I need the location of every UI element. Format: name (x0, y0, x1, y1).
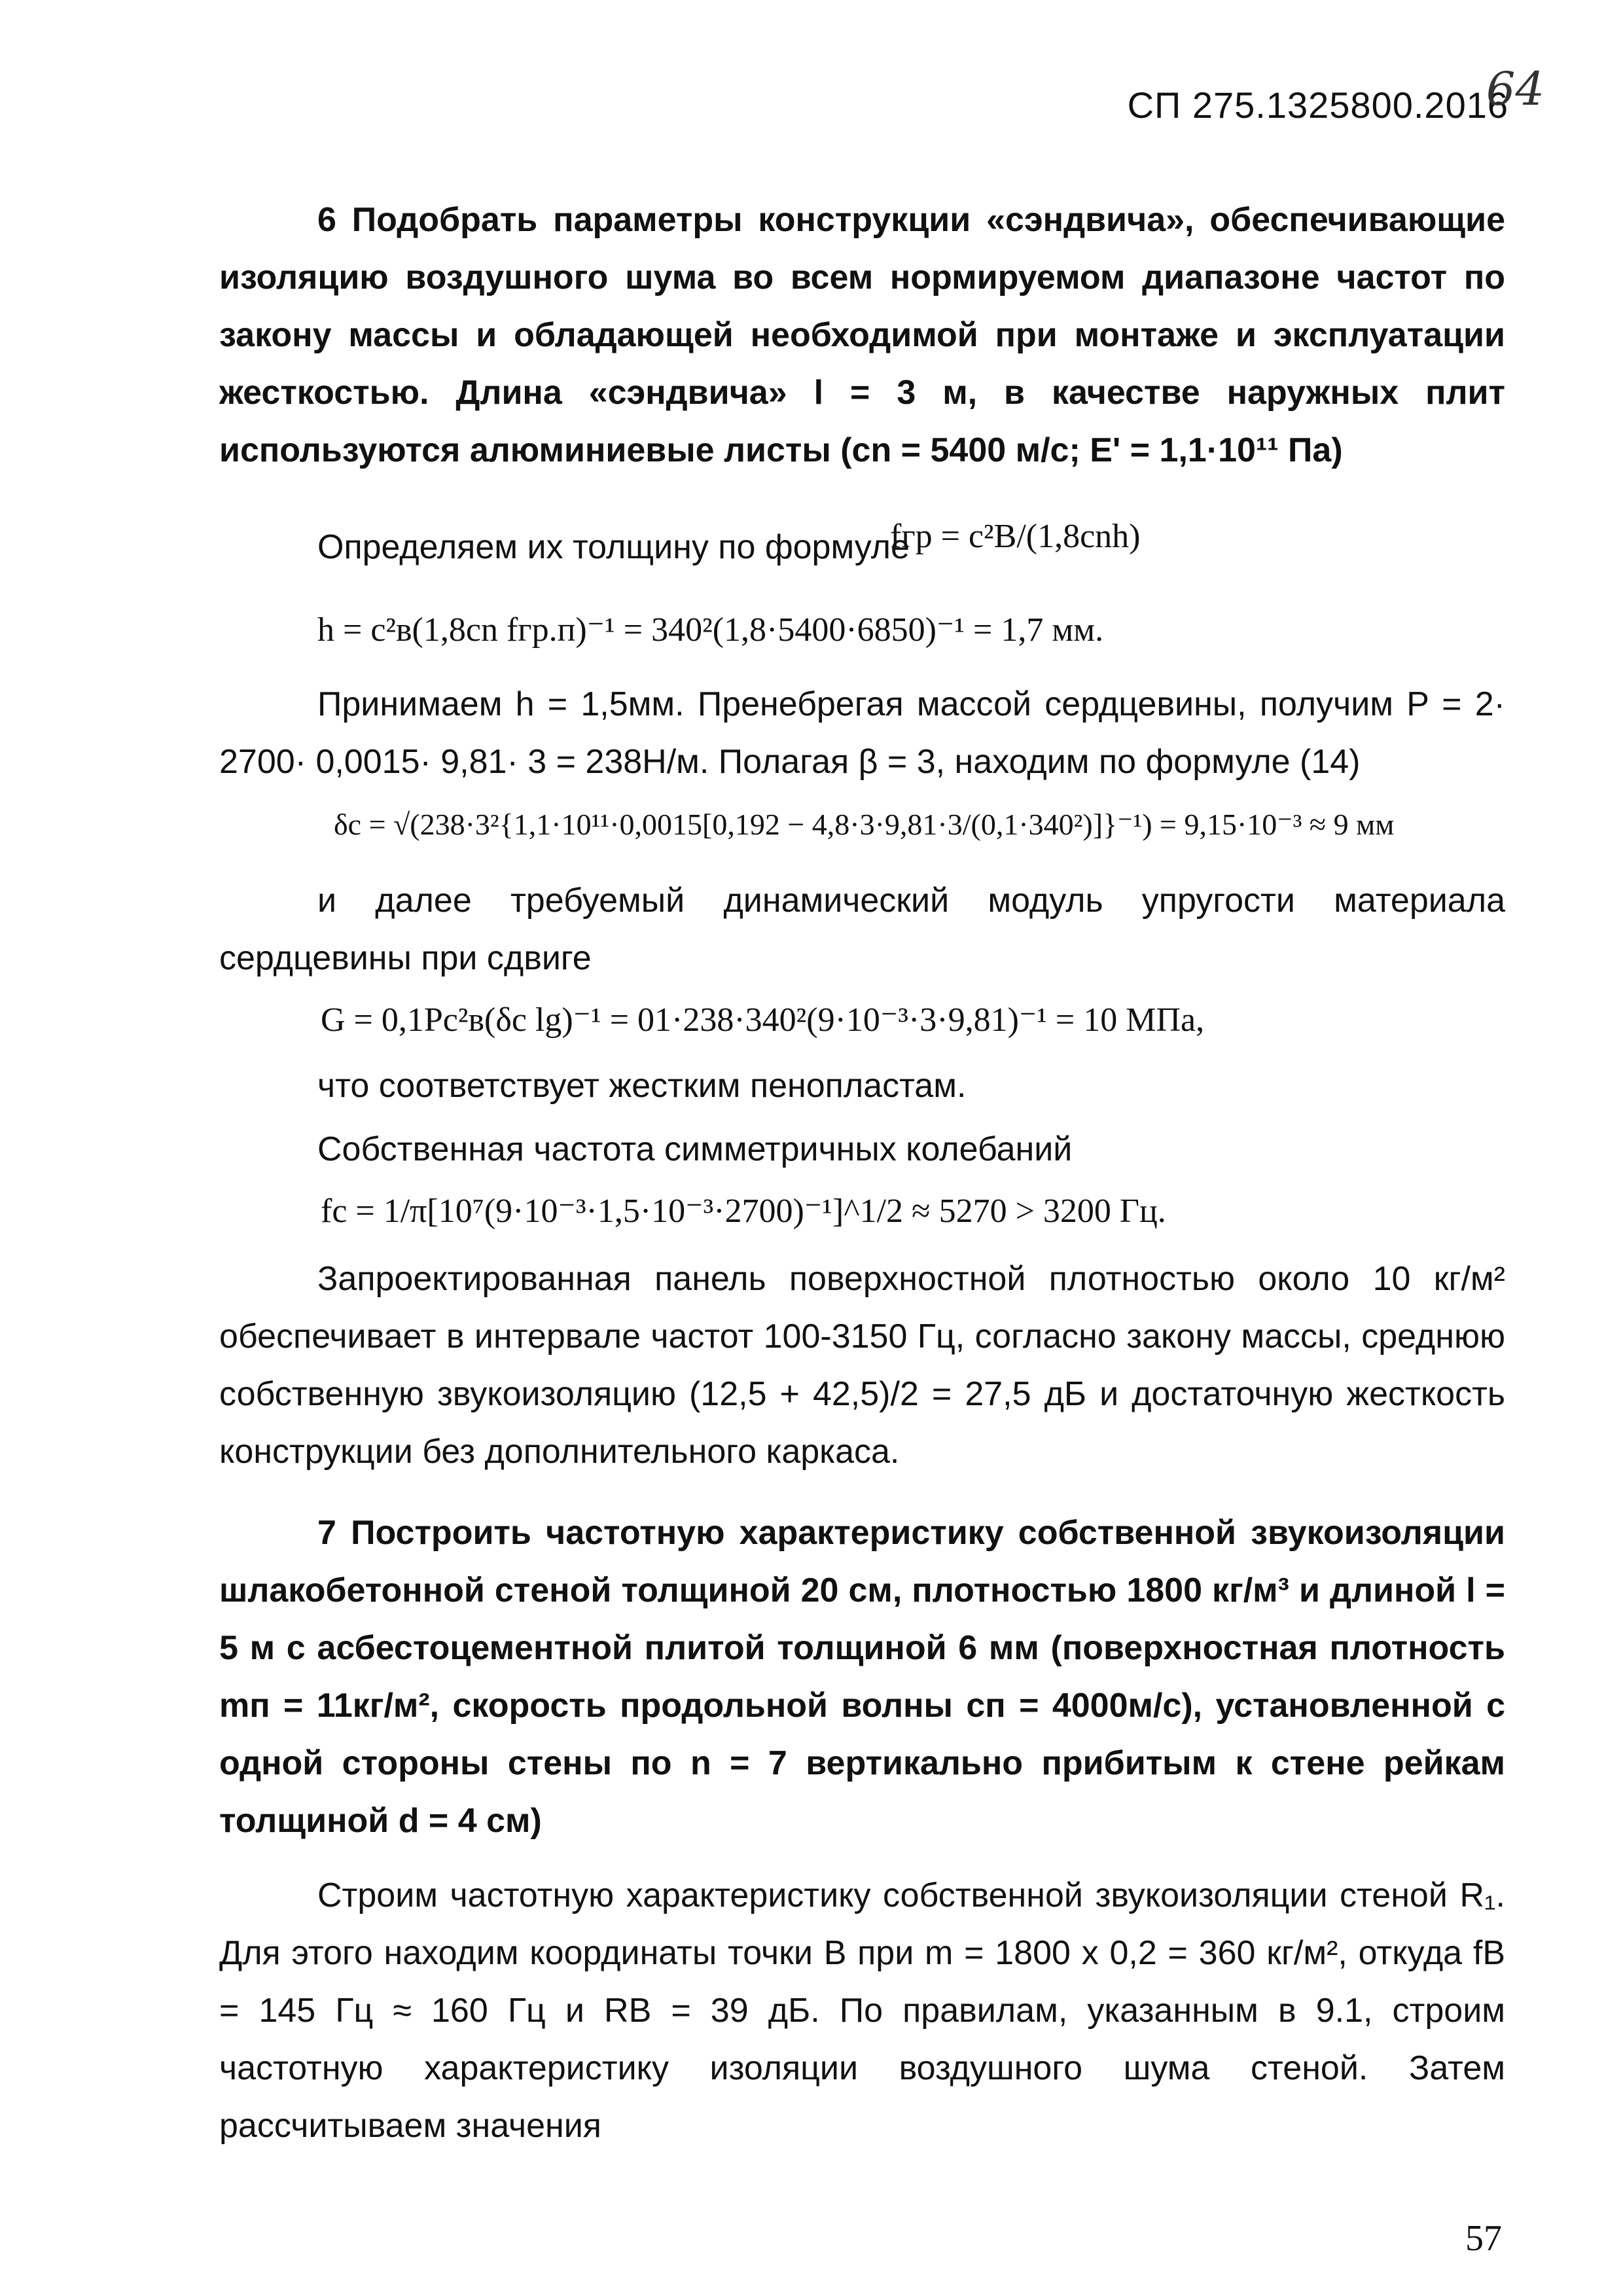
para-result: Запроектированная панель поверхностной плотностью около 10 кг/м² обеспечивает в интервале частот 100-3150 Гц, согласно закону массы, среднюю собственную звукоизоляцию (12,5 + 42,5)/2 = 27,5 дБ и достаточную жесткость конструкции без дополнительного каркаса. (219, 1260, 1505, 1471)
line-foam: что соответствует жестким пенопластам. (317, 1067, 967, 1105)
formula-h: h = c²в(1,8cn fгр.п)⁻¹ = 340²(1,8·5400·6850)⁻¹ = 1,7 мм. (317, 611, 1104, 649)
formula-fgr: fгр = c²B/(1,8cnh) (890, 518, 1141, 555)
standard-code: СП 275.1325800.2016 (1127, 84, 1508, 126)
thickness-intro: Определяем их толщину по формуле (317, 528, 910, 566)
task7-heading: 7 Построить частотную характеристику собственной звукоизоляции шлакобетонной стеной толщиной 20 см, плотностью 1800 кг/м³ и длиной l = 5 м с асбестоцементной плитой толщиной 6 мм (поверхностная плотность mп = 11кг/м², скорость продольной волны cп = 4000м/с), установленной с одной стороны стены по n = 7 вертикально прибитым к стене рейкам толщиной d = 4 см) (219, 1514, 1505, 1840)
handwritten-page-number: 64 (1486, 62, 1544, 116)
formula-fc: fc = 1/π[10⁷(9·10⁻³·1,5·10⁻³·2700)⁻¹]^1/2 ≈ 5270 > 3200 Гц. (321, 1193, 1166, 1230)
line-freq-title: Собственная частота симметричных колебаний (317, 1130, 1073, 1168)
para-accept: Принимаем h = 1,5мм. Пренебрегая массой сердцевины, получим P = 2· 2700· 0,0015· 9,81· 3 = 238Н/м. Полагая β = 3, находим по формуле (14) (219, 685, 1505, 781)
task6-heading: 6 Подобрать параметры конструкции «сэндвича», обеспечивающие изоляцию воздушного шума во всем нормируемом диапазоне частот по закону массы и обладающей необходимой при монтаже и эксплуатации жесткостью. Длина «сэндвича» l = 3 м, в качестве наружных плит используются алюминиевые листы (cn = 5400 м/с; E' = 1,1·10¹¹ Па) (219, 201, 1505, 469)
page-number: 57 (1465, 2218, 1502, 2259)
para-build: Строим частотную характеристику собственной звукоизоляции стеной R₁. Для этого находим координаты точки B при m = 1800 х 0,2 = 360 кг/м², откуда fB = 145 Гц ≈ 160 Гц и RB = 39 дБ. По правилам, указанным в 9.1, строим частотную характеристику изоляции воздушного шума стеной. Затем рассчитываем значения (219, 1876, 1505, 2145)
formula-G: G = 0,1Pc²в(δc lg)⁻¹ = 01·238·340²(9·10⁻³·3·9,81)⁻¹ = 10 МПа, (321, 1001, 1205, 1039)
formula-delta: δc = √(238·3²{1,1·10¹¹·0,0015[0,192 − 4,8·3·9,81·3/(0,1·340²)]}⁻¹) = 9,15·10⁻³ ≈ 9 мм (334, 808, 1395, 841)
para-modulus: и далее требуемый динамический модуль упругости материала сердцевины при сдвиге (219, 882, 1505, 977)
